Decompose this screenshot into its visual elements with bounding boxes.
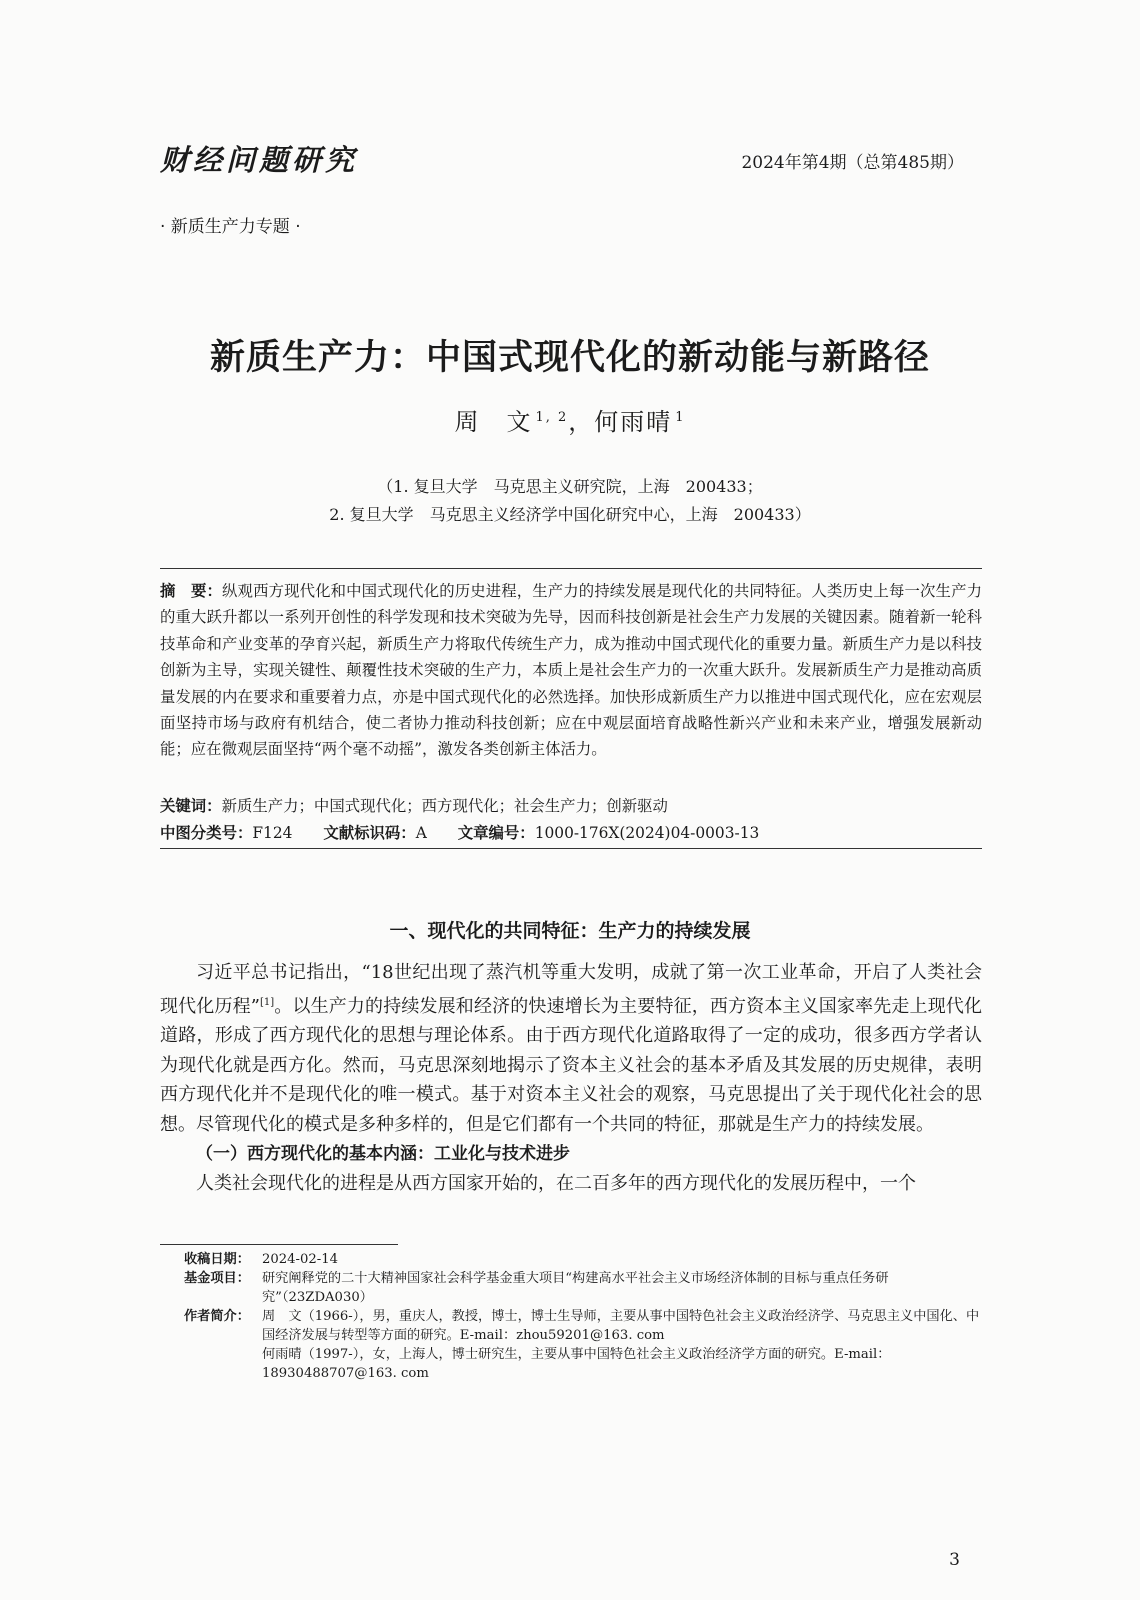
affiliation-line: （1. 复旦大学 马克思主义研究院，上海 200433； [377,477,763,496]
footnote-text: 研究阐释党的二十大精神国家社会科学基金重大项目“构建高水平社会主义市场经济体制的目标与重点任务研究”（23ZDA030） [262,1271,889,1305]
paragraph: 人类社会现代化的进程是从西方国家开始的，在二百多年的西方现代化的发展历程中，一个 [196,1173,916,1195]
authors [0,402,1140,437]
clc-value: F124 [252,824,293,842]
footnote-label: 作者简介： [184,1309,250,1324]
author-affiliation-mark: 1, 2 [535,410,569,425]
footnote-label: 收稿日期： [184,1252,250,1267]
abstract [160,578,982,763]
footnote-text: 何雨晴（1997-），女，上海人，博士研究生，主要从事中国特色社会主义政治经济学方面的研究。E-mail：18930488707@163. com [262,1347,891,1381]
paper-title: 新质生产力：中国式现代化的新动能与新路径 [209,338,930,378]
article-no-value: 1000-176X(2024)04-0003-13 [534,824,760,842]
classification-line [160,821,785,843]
author-separator: ， [568,408,595,436]
author-name: 周 文 [454,408,533,436]
footnote-fund [184,1270,984,1307]
footnote-text: 周 文（1966-），男，重庆人，教授，博士，博士生导师，主要从事中国特色社会主义政治经济学、马克思主义中国化、中国经济发展与转型等方面的研究。E-mail：zhou59201@163. com [262,1309,980,1343]
footnote-rule [160,1244,398,1245]
subsection-heading: （一）西方现代化的基本内涵：工业化与技术进步 [196,1143,570,1164]
abstract-text: 纵观西方现代化和中国式现代化的历史进程，生产力的持续发展是现代化的共同特征。人类历史上每一次生产力的重大跃升都以一系列开创性的科学发现和技术突破为先导，因而科技创新是社会生产力发展的关键因素。随着新一轮科技革命和产业变革的孕育兴起，新质生产力将取代传统生产力，成为推动中国式现代化的重要力量。新质生产力是以科技创新为主导，实现关键性、颠覆性技术突破的生产力，本质上是社会生产力的一次重大跃升。发展新质生产力是推动高质量发展的内在要求和重要着力点，亦是中国式现代化的必然选择。加快形成新质生产力以推进中国式现代化，应在宏观层面坚持市场与政府有机结合，使二者协力推动科技创新；应在中观层面培育战略性新兴产业和未来产业，增强发展新动能；应在微观层面坚持“两个毫不动摇”，激发各类创新主体活力。 [160,582,982,759]
abstract-top-rule [160,568,982,569]
doc-code-value: A [415,824,427,842]
page-number: 3 [949,1550,960,1570]
affiliation-line: 2. 复旦大学 马克思主义经济学中国化研究中心，上海 200433） [329,505,811,524]
citation-ref: [1] [259,996,275,1008]
paragraph: 习近平总书记指出，“18世纪出现了蒸汽机等重大发明，成就了第一次工业革命，开启了人类社会现代化历程”[1]。以生产力的持续发展和经济的快速增长为主要特征，西方资本主义国家率先走上现代化道路，形成了西方现代化的思想与理论体系。由于西方现代化道路取得了一定的成功，很多西方学者认为现代化就是西方化。然而，马克思深刻地揭示了资本主义社会的基本矛盾及其发展的历史规律，表明西方现代化并不是现代化的唯一模式。基于对资本主义社会的观察，马克思提出了关于现代化社会的思想。尽管现代化的模式是多种多样的，但是它们都有一个共同的特征，那就是生产力的持续发展。 [160,962,983,1135]
footnote-received [184,1251,984,1270]
keywords-label: 关键词： [160,797,222,815]
author-affiliation-mark: 1 [675,410,686,425]
body-text [160,958,982,1199]
footnote-author-bio [184,1346,984,1383]
abstract-label: 摘 要： [160,582,223,600]
journal-logo: 财经问题研究 [160,143,359,177]
section-heading: 一、现代化的共同特征：生产力的持续发展 [389,920,751,942]
author-name: 何雨晴 [594,408,673,436]
keywords [160,794,668,816]
article-no-label: 文章编号： [457,824,535,842]
clc-label: 中图分类号： [160,824,253,842]
abstract-bottom-rule [160,848,982,849]
footnote-label: 基金项目： [184,1271,250,1286]
issue-info: 2024年第4期（总第485期） [741,153,964,173]
footnote-author-bio [184,1308,984,1345]
footnote-text: 2024-02-14 [262,1252,339,1267]
column-label: · 新质生产力专题 · [160,217,301,237]
keywords-text: 新质生产力；中国式现代化；西方现代化；社会生产力；创新驱动 [221,797,668,815]
doc-code-label: 文献标识码： [323,824,416,842]
